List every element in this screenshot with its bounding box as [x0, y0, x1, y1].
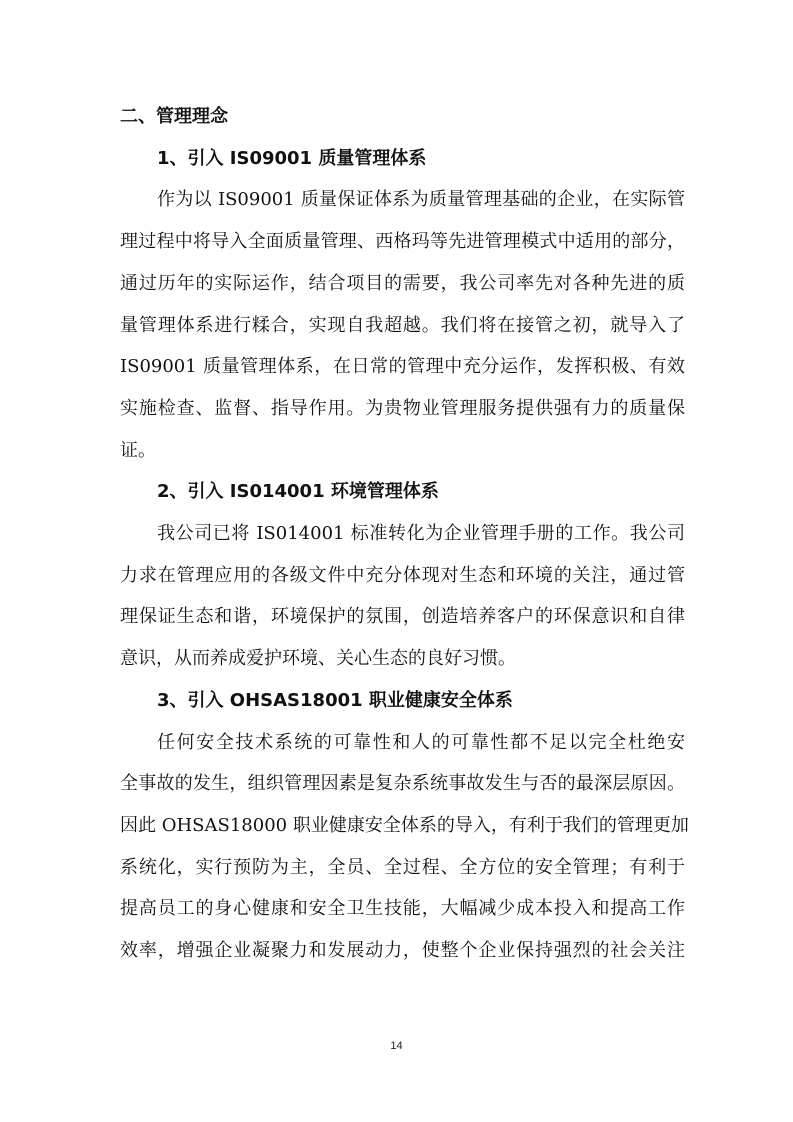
paragraph-line: 理保证生态和谐，环境保护的氛围，创造培养客户的环保意识和自律 — [120, 606, 685, 628]
paragraph-line: 通过历年的实际运作，结合项目的需要，我公司率先对各种先进的质 — [120, 272, 685, 294]
paragraph-line: 因此 OHSAS18000 职业健康安全体系的导入，有利于我们的管理更加 — [120, 814, 689, 836]
subsection-heading: 2、引入 IS014001 环境管理体系 — [157, 481, 439, 503]
paragraph-line: 实施检查、监督、指导作用。为贵物业管理服务提供强有力的质量保 — [120, 397, 685, 419]
paragraph-line: 理过程中将导入全面质量管理、西格玛等先进管理模式中适用的部分， — [120, 231, 685, 253]
subsection-heading: 3、引入 OHSAS18001 职业健康安全体系 — [157, 689, 513, 711]
paragraph-line: 力求在管理应用的各级文件中充分体现对生态和环境的关注，通过管 — [120, 564, 685, 586]
page-number: 14 — [390, 1040, 403, 1052]
paragraph-line: 意识，从而养成爱护环境、关心生态的良好习惯。 — [120, 648, 516, 670]
paragraph-line: 量管理体系进行糅合，实现自我超越。我们将在接管之初，就导入了 — [120, 314, 685, 336]
paragraph-line: 证。 — [120, 439, 156, 461]
paragraph-line: 全事故的发生，组织管理因素是复杂系统事故发生与否的最深层原因。 — [120, 773, 685, 795]
paragraph-line: IS09001 质量管理体系，在日常的管理中充分运作，发挥积极、有效 — [120, 356, 685, 378]
paragraph-line: 系统化，实行预防为主，全员、全过程、全方位的安全管理；有利于 — [120, 856, 685, 878]
section-title: 二、管理理念 — [120, 106, 228, 127]
paragraph-line: 效率，增强企业凝聚力和发展动力，使整个企业保持强烈的社会关注 — [120, 940, 685, 961]
paragraph-line: 任何安全技术系统的可靠性和人的可靠性都不足以完全杜绝安 — [157, 731, 685, 753]
subsection-heading: 1、引入 IS09001 质量管理体系 — [157, 147, 427, 169]
paragraph-line: 作为以 IS09001 质量保证体系为质量管理基础的企业，在实际管 — [157, 189, 685, 211]
paragraph-line: 我公司已将 IS014001 标准转化为企业管理手册的工作。我公司 — [157, 523, 685, 544]
paragraph-line: 提高员工的身心健康和安全卫生技能，大幅减少成本投入和提高工作 — [120, 898, 685, 920]
